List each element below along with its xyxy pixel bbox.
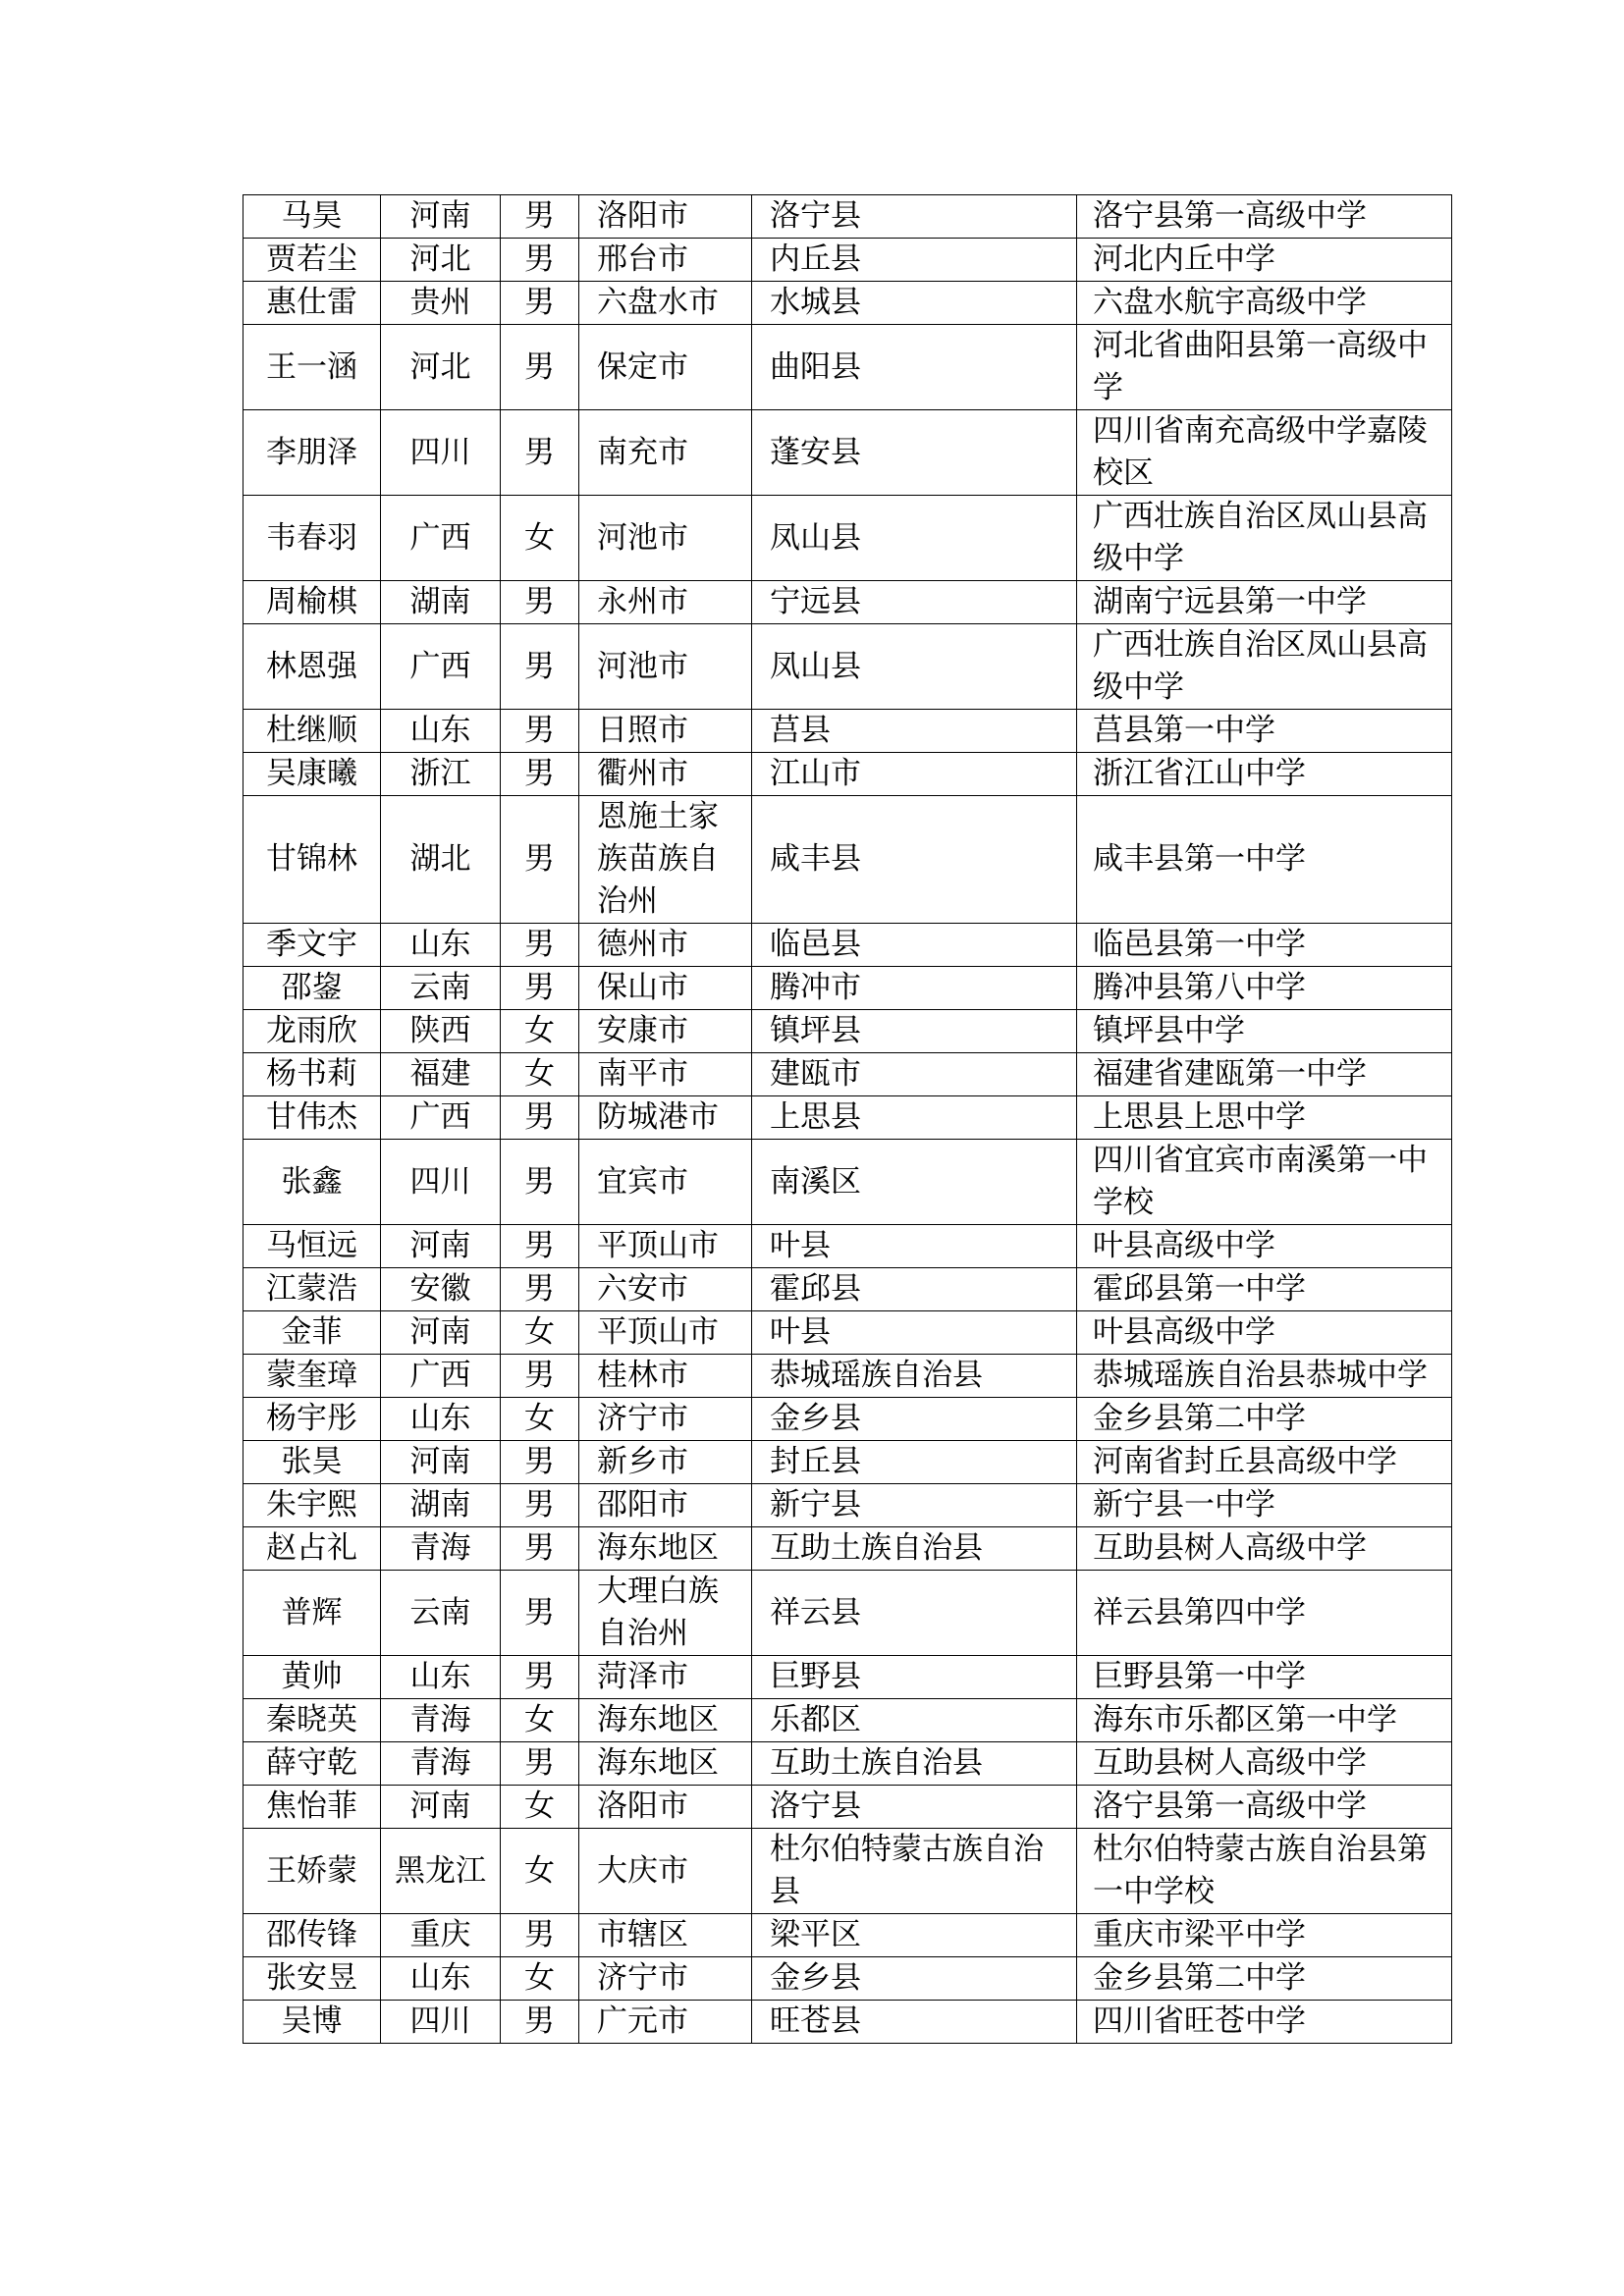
cell-name: 马昊	[244, 195, 381, 239]
table-row	[244, 2001, 1452, 2044]
cell-gender: 男	[501, 967, 579, 1010]
cell-city: 六盘水市	[579, 282, 752, 325]
cell-county: 蓬安县	[752, 410, 1077, 496]
cell-school: 新宁县一中学	[1077, 1484, 1452, 1527]
cell-city: 保山市	[579, 967, 752, 1010]
cell-county: 旺苍县	[752, 2001, 1077, 2044]
cell-name: 黄帅	[244, 1656, 381, 1699]
cell-county: 恭城瑶族自治县	[752, 1355, 1077, 1398]
cell-province: 浙江	[381, 753, 501, 796]
cell-school: 上思县上思中学	[1077, 1096, 1452, 1140]
cell-county: 临邑县	[752, 924, 1077, 967]
cell-name: 张安昱	[244, 1957, 381, 2001]
cell-province: 广西	[381, 496, 501, 581]
cell-city: 洛阳市	[579, 195, 752, 239]
cell-name: 马恒远	[244, 1225, 381, 1268]
table-row	[244, 496, 1452, 581]
cell-province: 重庆	[381, 1914, 501, 1957]
cell-city: 安康市	[579, 1010, 752, 1053]
cell-name: 蒙奎璋	[244, 1355, 381, 1398]
table-row	[244, 1355, 1452, 1398]
cell-province: 四川	[381, 1140, 501, 1225]
cell-county: 叶县	[752, 1311, 1077, 1355]
table-row	[244, 239, 1452, 282]
cell-province: 陕西	[381, 1010, 501, 1053]
cell-county: 杜尔伯特蒙古族自治县	[752, 1829, 1077, 1914]
cell-province: 河北	[381, 239, 501, 282]
cell-name: 韦春羽	[244, 496, 381, 581]
cell-province: 山东	[381, 924, 501, 967]
cell-name: 朱宇熙	[244, 1484, 381, 1527]
cell-county: 南溪区	[752, 1140, 1077, 1225]
cell-county: 凤山县	[752, 496, 1077, 581]
cell-name: 吴康曦	[244, 753, 381, 796]
cell-school: 海东市乐都区第一中学	[1077, 1699, 1452, 1742]
cell-county: 互助土族自治县	[752, 1742, 1077, 1786]
cell-province: 河北	[381, 325, 501, 410]
table-row	[244, 1699, 1452, 1742]
table-row	[244, 1957, 1452, 2001]
cell-city: 菏泽市	[579, 1656, 752, 1699]
cell-province: 四川	[381, 2001, 501, 2044]
cell-city: 平顶山市	[579, 1225, 752, 1268]
cell-gender: 男	[501, 753, 579, 796]
table-row	[244, 1311, 1452, 1355]
cell-school: 河南省封丘县高级中学	[1077, 1441, 1452, 1484]
cell-province: 湖南	[381, 581, 501, 624]
cell-city: 恩施土家族苗族自治州	[579, 796, 752, 924]
cell-county: 腾冲市	[752, 967, 1077, 1010]
cell-school: 祥云县第四中学	[1077, 1571, 1452, 1656]
cell-gender: 男	[501, 1656, 579, 1699]
cell-name: 杨书莉	[244, 1053, 381, 1096]
cell-school: 洛宁县第一高级中学	[1077, 1786, 1452, 1829]
cell-school: 湖南宁远县第一中学	[1077, 581, 1452, 624]
cell-gender: 男	[501, 2001, 579, 2044]
cell-gender: 男	[501, 1140, 579, 1225]
cell-province: 福建	[381, 1053, 501, 1096]
table-row	[244, 753, 1452, 796]
cell-province: 河南	[381, 195, 501, 239]
cell-province: 山东	[381, 1656, 501, 1699]
cell-name: 甘伟杰	[244, 1096, 381, 1140]
cell-gender: 男	[501, 1742, 579, 1786]
cell-province: 河南	[381, 1441, 501, 1484]
cell-county: 曲阳县	[752, 325, 1077, 410]
cell-name: 焦怡菲	[244, 1786, 381, 1829]
cell-county: 封丘县	[752, 1441, 1077, 1484]
cell-city: 河池市	[579, 496, 752, 581]
cell-province: 河南	[381, 1786, 501, 1829]
cell-school: 河北内丘中学	[1077, 239, 1452, 282]
cell-name: 普辉	[244, 1571, 381, 1656]
cell-city: 六安市	[579, 1268, 752, 1311]
cell-name: 王娇蒙	[244, 1829, 381, 1914]
cell-gender: 女	[501, 1398, 579, 1441]
cell-name: 薛守乾	[244, 1742, 381, 1786]
table-row	[244, 1656, 1452, 1699]
cell-county: 新宁县	[752, 1484, 1077, 1527]
cell-school: 莒县第一中学	[1077, 710, 1452, 753]
cell-province: 山东	[381, 1957, 501, 2001]
cell-city: 新乡市	[579, 1441, 752, 1484]
cell-school: 广西壮族自治区凤山县高级中学	[1077, 496, 1452, 581]
table-row	[244, 1268, 1452, 1311]
cell-gender: 女	[501, 1010, 579, 1053]
cell-city: 防城港市	[579, 1096, 752, 1140]
cell-school: 腾冲县第八中学	[1077, 967, 1452, 1010]
student-roster-table	[243, 194, 1452, 2044]
cell-name: 张鑫	[244, 1140, 381, 1225]
cell-city: 德州市	[579, 924, 752, 967]
cell-name: 张昊	[244, 1441, 381, 1484]
cell-province: 湖南	[381, 1484, 501, 1527]
cell-city: 济宁市	[579, 1398, 752, 1441]
cell-city: 永州市	[579, 581, 752, 624]
cell-county: 互助土族自治县	[752, 1527, 1077, 1571]
cell-province: 河南	[381, 1225, 501, 1268]
cell-city: 衢州市	[579, 753, 752, 796]
cell-city: 海东地区	[579, 1527, 752, 1571]
table-row	[244, 967, 1452, 1010]
cell-name: 杨宇彤	[244, 1398, 381, 1441]
cell-city: 海东地区	[579, 1742, 752, 1786]
cell-gender: 女	[501, 1786, 579, 1829]
cell-city: 市辖区	[579, 1914, 752, 1957]
table-row	[244, 1225, 1452, 1268]
cell-name: 甘锦林	[244, 796, 381, 924]
cell-province: 山东	[381, 1398, 501, 1441]
cell-county: 叶县	[752, 1225, 1077, 1268]
cell-school: 叶县高级中学	[1077, 1225, 1452, 1268]
cell-county: 江山市	[752, 753, 1077, 796]
roster-body	[244, 195, 1452, 2044]
cell-name: 吴博	[244, 2001, 381, 2044]
cell-city: 大庆市	[579, 1829, 752, 1914]
table-row	[244, 1571, 1452, 1656]
table-row	[244, 1829, 1452, 1914]
cell-name: 贾若尘	[244, 239, 381, 282]
cell-name: 杜继顺	[244, 710, 381, 753]
table-row	[244, 1786, 1452, 1829]
cell-school: 镇坪县中学	[1077, 1010, 1452, 1053]
cell-province: 湖北	[381, 796, 501, 924]
cell-gender: 女	[501, 1699, 579, 1742]
cell-gender: 女	[501, 496, 579, 581]
cell-school: 四川省宜宾市南溪第一中学校	[1077, 1140, 1452, 1225]
cell-name: 邵传锋	[244, 1914, 381, 1957]
table-row	[244, 1441, 1452, 1484]
cell-school: 四川省南充高级中学嘉陵校区	[1077, 410, 1452, 496]
cell-school: 临邑县第一中学	[1077, 924, 1452, 967]
cell-city: 南平市	[579, 1053, 752, 1096]
cell-gender: 女	[501, 1829, 579, 1914]
cell-name: 江蒙浩	[244, 1268, 381, 1311]
cell-name: 李朋泽	[244, 410, 381, 496]
table-row	[244, 710, 1452, 753]
cell-county: 水城县	[752, 282, 1077, 325]
cell-province: 四川	[381, 410, 501, 496]
cell-county: 金乡县	[752, 1398, 1077, 1441]
cell-gender: 男	[501, 282, 579, 325]
cell-school: 广西壮族自治区凤山县高级中学	[1077, 624, 1452, 710]
cell-county: 宁远县	[752, 581, 1077, 624]
cell-city: 南充市	[579, 410, 752, 496]
cell-school: 叶县高级中学	[1077, 1311, 1452, 1355]
cell-school: 六盘水航宇高级中学	[1077, 282, 1452, 325]
cell-gender: 男	[501, 1096, 579, 1140]
cell-province: 广西	[381, 1355, 501, 1398]
table-row	[244, 1010, 1452, 1053]
cell-name: 邵鋆	[244, 967, 381, 1010]
table-row	[244, 410, 1452, 496]
cell-name: 季文宇	[244, 924, 381, 967]
cell-county: 霍邱县	[752, 1268, 1077, 1311]
cell-gender: 男	[501, 239, 579, 282]
table-row	[244, 1527, 1452, 1571]
cell-province: 黑龙江	[381, 1829, 501, 1914]
cell-school: 互助县树人高级中学	[1077, 1527, 1452, 1571]
cell-county: 镇坪县	[752, 1010, 1077, 1053]
cell-name: 周榆棋	[244, 581, 381, 624]
cell-province: 云南	[381, 1571, 501, 1656]
cell-city: 广元市	[579, 2001, 752, 2044]
cell-school: 河北省曲阳县第一高级中学	[1077, 325, 1452, 410]
cell-city: 大理白族自治州	[579, 1571, 752, 1656]
cell-city: 洛阳市	[579, 1786, 752, 1829]
table-row	[244, 325, 1452, 410]
cell-province: 安徽	[381, 1268, 501, 1311]
cell-county: 咸丰县	[752, 796, 1077, 924]
cell-province: 云南	[381, 967, 501, 1010]
cell-county: 上思县	[752, 1096, 1077, 1140]
table-row	[244, 1742, 1452, 1786]
cell-gender: 男	[501, 1355, 579, 1398]
cell-county: 凤山县	[752, 624, 1077, 710]
cell-gender: 男	[501, 581, 579, 624]
cell-school: 重庆市梁平中学	[1077, 1914, 1452, 1957]
cell-gender: 女	[501, 1053, 579, 1096]
cell-gender: 男	[501, 410, 579, 496]
cell-name: 赵占礼	[244, 1527, 381, 1571]
cell-province: 青海	[381, 1699, 501, 1742]
cell-gender: 女	[501, 1311, 579, 1355]
table-row	[244, 1914, 1452, 1957]
cell-name: 龙雨欣	[244, 1010, 381, 1053]
cell-name: 惠仕雷	[244, 282, 381, 325]
table-row	[244, 796, 1452, 924]
cell-city: 邵阳市	[579, 1484, 752, 1527]
cell-school: 洛宁县第一高级中学	[1077, 195, 1452, 239]
cell-city: 日照市	[579, 710, 752, 753]
cell-school: 杜尔伯特蒙古族自治县第一中学校	[1077, 1829, 1452, 1914]
cell-city: 宜宾市	[579, 1140, 752, 1225]
cell-school: 福建省建瓯第一中学	[1077, 1053, 1452, 1096]
cell-gender: 男	[501, 624, 579, 710]
cell-school: 咸丰县第一中学	[1077, 796, 1452, 924]
cell-school: 霍邱县第一中学	[1077, 1268, 1452, 1311]
table-row	[244, 195, 1452, 239]
cell-gender: 男	[501, 1225, 579, 1268]
cell-county: 梁平区	[752, 1914, 1077, 1957]
cell-school: 浙江省江山中学	[1077, 753, 1452, 796]
table-row	[244, 1398, 1452, 1441]
cell-gender: 男	[501, 325, 579, 410]
cell-gender: 女	[501, 1957, 579, 2001]
cell-county: 莒县	[752, 710, 1077, 753]
cell-gender: 男	[501, 1484, 579, 1527]
table-row	[244, 1140, 1452, 1225]
cell-city: 平顶山市	[579, 1311, 752, 1355]
table-row	[244, 924, 1452, 967]
cell-school: 四川省旺苍中学	[1077, 2001, 1452, 2044]
cell-gender: 男	[501, 1441, 579, 1484]
cell-school: 巨野县第一中学	[1077, 1656, 1452, 1699]
cell-province: 河南	[381, 1311, 501, 1355]
cell-province: 广西	[381, 1096, 501, 1140]
cell-county: 建瓯市	[752, 1053, 1077, 1096]
cell-county: 乐都区	[752, 1699, 1077, 1742]
table-row	[244, 1096, 1452, 1140]
cell-name: 金菲	[244, 1311, 381, 1355]
cell-gender: 男	[501, 1914, 579, 1957]
cell-city: 济宁市	[579, 1957, 752, 2001]
cell-province: 青海	[381, 1527, 501, 1571]
table-row	[244, 282, 1452, 325]
cell-county: 洛宁县	[752, 195, 1077, 239]
cell-province: 青海	[381, 1742, 501, 1786]
cell-name: 王一涵	[244, 325, 381, 410]
cell-name: 秦晓英	[244, 1699, 381, 1742]
cell-city: 海东地区	[579, 1699, 752, 1742]
cell-school: 恭城瑶族自治县恭城中学	[1077, 1355, 1452, 1398]
cell-gender: 男	[501, 796, 579, 924]
cell-gender: 男	[501, 195, 579, 239]
cell-city: 河池市	[579, 624, 752, 710]
cell-school: 金乡县第二中学	[1077, 1957, 1452, 2001]
table-row	[244, 624, 1452, 710]
cell-province: 贵州	[381, 282, 501, 325]
cell-gender: 男	[501, 1571, 579, 1656]
table-row	[244, 1484, 1452, 1527]
table-row	[244, 1053, 1452, 1096]
table-row	[244, 581, 1452, 624]
cell-city: 保定市	[579, 325, 752, 410]
cell-city: 邢台市	[579, 239, 752, 282]
cell-province: 广西	[381, 624, 501, 710]
cell-province: 山东	[381, 710, 501, 753]
cell-name: 林恩强	[244, 624, 381, 710]
cell-county: 内丘县	[752, 239, 1077, 282]
cell-county: 洛宁县	[752, 1786, 1077, 1829]
cell-city: 桂林市	[579, 1355, 752, 1398]
cell-gender: 男	[501, 924, 579, 967]
cell-gender: 男	[501, 710, 579, 753]
cell-school: 金乡县第二中学	[1077, 1398, 1452, 1441]
cell-gender: 男	[501, 1527, 579, 1571]
cell-gender: 男	[501, 1268, 579, 1311]
cell-county: 金乡县	[752, 1957, 1077, 2001]
cell-school: 互助县树人高级中学	[1077, 1742, 1452, 1786]
cell-county: 巨野县	[752, 1656, 1077, 1699]
cell-county: 祥云县	[752, 1571, 1077, 1656]
